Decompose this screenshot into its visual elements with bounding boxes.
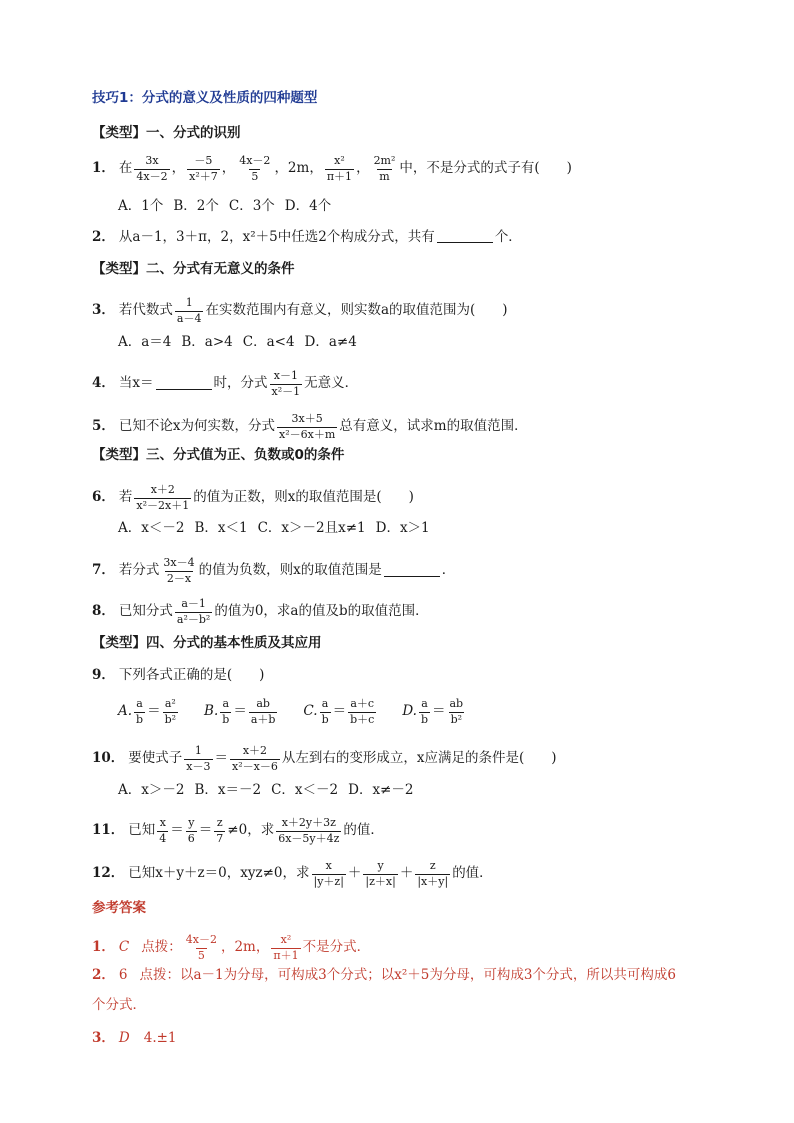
question-text: 总有意义，试求m的取值范围． bbox=[339, 418, 528, 435]
plus-sign: ＋ bbox=[399, 865, 414, 882]
plus-sign: ＋ bbox=[347, 865, 362, 882]
denominator: b bbox=[136, 712, 144, 726]
question-number: 1． bbox=[92, 160, 115, 177]
question-text: 的值为0，求a的值及b的取值范围． bbox=[214, 603, 429, 620]
option-d[interactable]: D．a≠4 bbox=[304, 334, 357, 350]
denominator: |x＋y| bbox=[417, 874, 449, 888]
numerator: 4x－2 bbox=[239, 154, 271, 167]
question-12 bbox=[92, 860, 493, 888]
answer-hint-label: 点拨： bbox=[141, 939, 182, 956]
denominator: 6x－5y＋4z bbox=[278, 831, 340, 845]
numerator: x bbox=[325, 859, 332, 872]
equals-sign: ＝ bbox=[214, 750, 228, 767]
option-c[interactable]: C．3个 bbox=[228, 198, 275, 214]
denominator: 5 bbox=[197, 948, 205, 962]
answer-text: 4.±1 bbox=[143, 1030, 177, 1046]
denominator: x²－1 bbox=[271, 384, 301, 398]
numerator: a² bbox=[164, 697, 176, 710]
option-b[interactable]: B．x＝－2 bbox=[194, 782, 262, 798]
question-7 bbox=[92, 557, 455, 585]
numerator: x＋2y＋3z bbox=[281, 816, 336, 829]
numerator: ab bbox=[449, 697, 464, 710]
question-11 bbox=[92, 817, 384, 845]
fraction bbox=[249, 698, 278, 726]
question-1-options bbox=[118, 200, 341, 214]
answer-blank[interactable] bbox=[156, 379, 212, 390]
option-b[interactable]: B. bbox=[204, 703, 219, 720]
question-number: 6． bbox=[92, 489, 115, 506]
numerator: 4x－2 bbox=[185, 933, 217, 946]
question-text: 的值． bbox=[343, 822, 384, 839]
question-6 bbox=[92, 484, 414, 512]
question-text: 要使式子 bbox=[128, 750, 183, 767]
numerator: 2m² bbox=[373, 154, 396, 167]
option-b[interactable]: B．a>4 bbox=[181, 334, 233, 350]
question-text: 中，不是分式的式子有( ) bbox=[399, 160, 572, 177]
option-a[interactable]: A．a＝4 bbox=[118, 334, 172, 350]
question-number: 2． bbox=[92, 229, 115, 245]
answer-2-continued: 个分式． bbox=[92, 997, 146, 1013]
numerator: a bbox=[421, 697, 428, 710]
type-heading-1: 【类型】一、分式的识别 bbox=[92, 125, 241, 141]
denominator: b＋c bbox=[350, 712, 375, 726]
fraction bbox=[276, 817, 341, 845]
fraction bbox=[134, 484, 191, 512]
question-text: 若分式 bbox=[118, 562, 160, 579]
denominator: 4 bbox=[159, 831, 167, 845]
numerator: x² bbox=[280, 933, 292, 946]
question-text: ≠0，求 bbox=[227, 822, 275, 839]
question-number: 5． bbox=[92, 418, 115, 435]
option-a[interactable]: A. bbox=[118, 703, 133, 720]
answer-number: 2． bbox=[92, 967, 115, 983]
question-text: 已知x＋y＋z＝0，xyz≠0，求 bbox=[128, 865, 310, 882]
question-8 bbox=[92, 598, 429, 626]
denominator: m bbox=[379, 169, 390, 183]
fraction bbox=[184, 934, 219, 962]
fraction bbox=[415, 860, 450, 888]
denominator: b² bbox=[164, 712, 177, 726]
answer-text: ，2m， bbox=[220, 939, 270, 956]
denominator: b bbox=[321, 712, 329, 726]
numerator: 3x－4 bbox=[163, 556, 195, 569]
denominator: x²－x－6 bbox=[232, 759, 278, 773]
answer-2 bbox=[92, 969, 676, 983]
denominator: π＋1 bbox=[273, 948, 299, 962]
numerator: z bbox=[429, 859, 436, 872]
question-text: 的值． bbox=[452, 865, 493, 882]
denominator: 5 bbox=[251, 169, 259, 183]
option-c[interactable]: C. bbox=[303, 703, 318, 720]
question-3-options bbox=[118, 336, 367, 350]
denominator: 6 bbox=[187, 831, 195, 845]
equals-sign: ＝ bbox=[432, 703, 446, 720]
denominator: 4x－2 bbox=[136, 169, 168, 183]
fraction bbox=[363, 860, 397, 888]
question-number: 9． bbox=[92, 667, 115, 683]
question-5 bbox=[92, 413, 528, 441]
numerator: z bbox=[216, 816, 223, 829]
question-number: 8． bbox=[92, 603, 115, 620]
numerator: x＋2 bbox=[242, 744, 268, 757]
fraction bbox=[372, 155, 398, 183]
denominator: x²－2x＋1 bbox=[136, 498, 190, 512]
option-b[interactable]: B．x＜1 bbox=[194, 520, 248, 536]
option-d[interactable]: D．x＞1 bbox=[375, 520, 430, 536]
option-d[interactable]: D．4个 bbox=[284, 198, 332, 214]
answer-choice: D bbox=[118, 1030, 130, 1046]
question-text: ，2m， bbox=[274, 160, 323, 177]
question-text: 已知 bbox=[128, 822, 156, 839]
denominator: b bbox=[420, 712, 428, 726]
option-a[interactable]: A．x＜－2 bbox=[118, 520, 185, 536]
answer-choice: C bbox=[118, 939, 130, 956]
question-10-options bbox=[118, 784, 423, 798]
fraction bbox=[187, 155, 220, 183]
option-c[interactable]: C．a<4 bbox=[242, 334, 295, 350]
numerator: ab bbox=[256, 697, 270, 710]
option-d[interactable]: D. bbox=[402, 703, 417, 720]
equals-sign: ＝ bbox=[332, 703, 347, 720]
numerator: 1 bbox=[194, 744, 202, 757]
numerator: －5 bbox=[194, 154, 213, 167]
option-c[interactable]: C．x＞－2且x≠1 bbox=[257, 520, 366, 536]
fraction bbox=[320, 698, 331, 726]
answer-text: 不是分式． bbox=[302, 939, 371, 956]
question-4 bbox=[92, 370, 358, 398]
fraction bbox=[163, 698, 178, 726]
numerator: 3x bbox=[145, 154, 159, 167]
fraction bbox=[419, 698, 430, 726]
equals-sign: ＝ bbox=[170, 822, 184, 839]
fraction bbox=[448, 698, 466, 726]
answer-1 bbox=[92, 934, 370, 962]
question-2 bbox=[92, 231, 522, 245]
question-6-options bbox=[118, 522, 440, 536]
question-text: 下列各式正确的是( ) bbox=[118, 667, 265, 683]
denominator: x²－6x＋m bbox=[279, 427, 336, 441]
denominator: x－3 bbox=[186, 759, 211, 773]
question-text: 个． bbox=[494, 229, 522, 245]
question-1: 1． 在 $\frac{3x}{4x-2}$ ， $\frac{-5}{\text{x²＋7}}$ ， $\frac{4x-2}{5}$ ，2m， $\frac{\text{x²}}{\pi+1}$ ， $\frac{\text{2m²}}{m}$ 中，不是分式的式子有( ) bbox=[92, 154, 572, 183]
numerator: a bbox=[222, 697, 230, 710]
question-text: 已知不论x为何实数，分式 bbox=[118, 418, 276, 435]
answer-text: 点拨：以a－1为分母，可构成3个分式；以x²＋5为分母，可构成3个分式，所以共可构成6 bbox=[139, 967, 677, 983]
fraction bbox=[157, 817, 168, 845]
option-a[interactable]: A．x＞－2 bbox=[118, 782, 185, 798]
denominator: x²＋7 bbox=[189, 169, 218, 183]
question-text: 若代数式 bbox=[118, 302, 173, 319]
fraction bbox=[214, 817, 225, 845]
denominator: a²－b² bbox=[176, 612, 211, 626]
answer-blank[interactable] bbox=[384, 566, 440, 577]
fraction bbox=[175, 598, 212, 626]
denominator: π＋1 bbox=[326, 169, 353, 183]
question-text: 在实数范围内有意义，则实数a的取值范围为( ) bbox=[205, 302, 508, 319]
answer-choice: 6 bbox=[118, 967, 128, 983]
numerator: y bbox=[377, 859, 384, 872]
question-10 bbox=[92, 745, 556, 773]
fraction bbox=[175, 297, 204, 325]
option-a[interactable]: A．1个 bbox=[118, 198, 164, 214]
denominator: b² bbox=[450, 712, 463, 726]
equals-sign: ＝ bbox=[198, 822, 213, 839]
denominator: |z＋x| bbox=[365, 874, 396, 888]
numerator: a－1 bbox=[181, 597, 206, 610]
answer-number: 1． bbox=[92, 939, 115, 956]
fraction bbox=[325, 155, 354, 183]
question-text: 无意义． bbox=[304, 375, 359, 392]
answer-3 bbox=[92, 1032, 177, 1046]
fraction bbox=[348, 698, 376, 726]
fraction bbox=[230, 745, 280, 773]
question-text: 的值为正数，则x的取值范围是( ) bbox=[193, 489, 414, 506]
numerator: x－1 bbox=[273, 369, 298, 382]
fraction bbox=[186, 817, 197, 845]
fraction bbox=[184, 745, 212, 773]
numerator: a bbox=[136, 697, 143, 710]
fraction bbox=[271, 934, 300, 962]
question-text: 时，分式 bbox=[213, 375, 268, 392]
option-d[interactable]: D．x≠－2 bbox=[348, 782, 414, 798]
denominator: 2－x bbox=[166, 571, 192, 585]
fraction bbox=[312, 860, 346, 888]
denominator: a－4 bbox=[176, 311, 202, 325]
numerator: a bbox=[321, 697, 329, 710]
fraction bbox=[134, 698, 145, 726]
fraction bbox=[277, 413, 337, 441]
question-text: ． bbox=[441, 562, 456, 579]
denominator: a＋b bbox=[250, 712, 276, 726]
equals-sign: ＝ bbox=[233, 703, 247, 720]
numerator: 3x＋5 bbox=[291, 412, 323, 425]
option-b[interactable]: B．2个 bbox=[173, 198, 219, 214]
question-text: 在 bbox=[118, 160, 133, 177]
question-text: 从左到右的变形成立，x应满足的条件是( ) bbox=[281, 750, 557, 767]
question-3 bbox=[92, 297, 508, 325]
question-text: 当x＝ bbox=[118, 375, 154, 392]
answer-number: 3． bbox=[92, 1030, 115, 1046]
question-number: 4． bbox=[92, 375, 115, 392]
question-number: 3． bbox=[92, 302, 115, 319]
question-text: 已知分式 bbox=[118, 603, 173, 620]
type-heading-4: 【类型】四、分式的基本性质及其应用 bbox=[92, 635, 322, 651]
fraction bbox=[134, 155, 169, 183]
question-text: 若 bbox=[118, 489, 133, 506]
fraction bbox=[237, 155, 272, 183]
fraction bbox=[220, 698, 231, 726]
question-text: 从a－1，3＋π，2，x²＋5中任选2个构成分式，共有 bbox=[118, 229, 435, 245]
type-heading-3: 【类型】三、分式值为正、负数或0的条件 bbox=[92, 447, 345, 463]
numerator: x² bbox=[334, 154, 345, 167]
denominator: 7 bbox=[216, 831, 224, 845]
question-number: 11． bbox=[92, 822, 125, 839]
question-9-options bbox=[118, 698, 467, 726]
numerator: x bbox=[159, 816, 166, 829]
section-title: 技巧1：分式的意义及性质的四种题型 bbox=[92, 90, 318, 106]
question-text: 的值为负数，则x的取值范围是 bbox=[198, 562, 382, 579]
question-number: 7． bbox=[92, 562, 115, 579]
question-number: 12． bbox=[92, 865, 125, 882]
equals-sign: ＝ bbox=[147, 703, 161, 720]
type-heading-2: 【类型】二、分式有无意义的条件 bbox=[92, 261, 295, 277]
denominator: b bbox=[222, 712, 230, 726]
answers-heading: 参考答案 bbox=[92, 900, 146, 916]
fraction bbox=[161, 557, 196, 585]
numerator: x＋2 bbox=[150, 483, 175, 496]
option-c[interactable]: C．x＜－2 bbox=[271, 782, 339, 798]
denominator: |y＋z| bbox=[313, 874, 344, 888]
numerator: 1 bbox=[185, 296, 193, 309]
fraction bbox=[270, 370, 303, 398]
question-9 bbox=[92, 669, 264, 683]
question-number: 10． bbox=[92, 750, 125, 767]
numerator: a＋c bbox=[350, 697, 375, 710]
answer-blank[interactable] bbox=[437, 232, 493, 243]
numerator: y bbox=[188, 816, 195, 829]
